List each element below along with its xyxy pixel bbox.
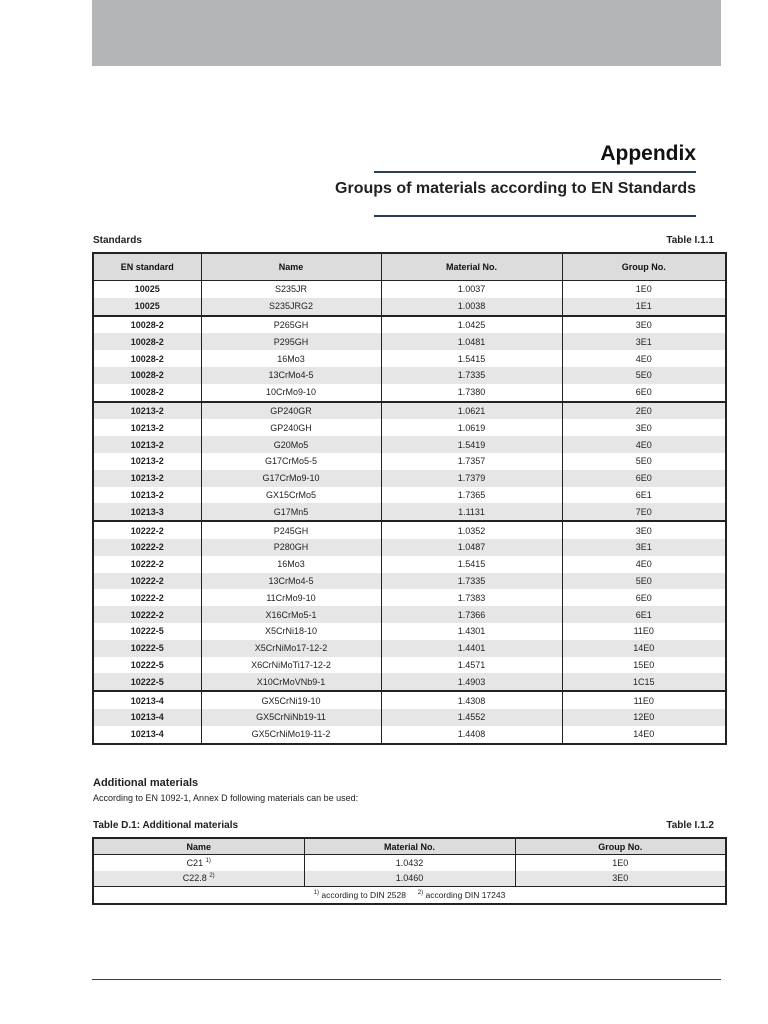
name-cell: P295GH: [201, 333, 381, 350]
material-cell: 1.7380: [381, 384, 562, 402]
name-cell: X5CrNiMo17-12-2: [201, 640, 381, 657]
table-header-row: [93, 838, 726, 855]
table-row: [93, 691, 726, 709]
additional-text: According to EN 1092-1, Annex D following materials can be used:: [93, 793, 359, 803]
column-header: Group No.: [515, 838, 726, 855]
standards-table-number: Table I.1.1: [666, 235, 714, 246]
group-cell: 1C15: [562, 673, 726, 691]
name-cell: GX5CrNiNb19-11: [201, 709, 381, 726]
table-row: [93, 503, 726, 521]
name-cell: GP240GR: [201, 402, 381, 420]
title-rule-top: [374, 171, 696, 173]
en-standard-cell: 10028-2: [93, 316, 201, 334]
additional-caption: Table D.1: Additional materials: [93, 820, 239, 831]
en-standard-cell: 10025: [93, 298, 201, 316]
table-row: [93, 657, 726, 674]
en-standard-cell: 10028-2: [93, 333, 201, 350]
table-row: [93, 871, 726, 887]
en-standard-cell: 10222-2: [130, 592, 164, 603]
group-cell: 4E0: [562, 350, 726, 367]
name-cell: X16CrMo5-1: [201, 606, 381, 623]
page-subtitle: Groups of materials according to EN Standards: [335, 180, 696, 197]
material-cell: 1.0621: [381, 402, 562, 420]
en-standard-cell: 10213-4: [93, 709, 201, 726]
group-cell: 6E0: [562, 470, 726, 487]
table-row: [93, 606, 726, 623]
name-cell: S235JRG2: [201, 298, 381, 316]
material-cell: 1.7366: [381, 606, 562, 623]
table-row: [93, 367, 726, 384]
group-cell: 2E0: [562, 402, 726, 420]
standards-table: [92, 252, 727, 745]
material-cell: 1.4903: [381, 673, 562, 691]
table-row: [93, 384, 726, 402]
additional-caption-row: [93, 820, 714, 831]
group-cell: 3E0: [515, 871, 726, 887]
table-row: [93, 521, 726, 539]
en-standard-cell: 10213-2: [130, 422, 164, 433]
title-rule-bottom: [374, 215, 696, 217]
en-standard-cell: 10213-2: [130, 489, 164, 500]
material-cell: 1.0432: [304, 855, 515, 871]
material-cell: 1.7365: [381, 487, 562, 504]
column-header: Name: [93, 838, 304, 855]
name-cell: 13CrMo4-5: [201, 367, 381, 384]
material-cell: 1.0619: [381, 419, 562, 436]
name-cell: X10CrMoVNb9-1: [201, 673, 381, 691]
name-cell: X5CrNi18-10: [201, 623, 381, 640]
en-standard-cell: 10025: [134, 284, 160, 295]
group-cell: 1E1: [562, 298, 726, 316]
name-cell: 11CrMo9-10: [201, 589, 381, 606]
material-cell: 1.4401: [381, 640, 562, 657]
material-cell: 1.1131: [381, 503, 562, 521]
group-cell: 12E0: [562, 709, 726, 726]
additional-heading: Additional materials: [93, 777, 199, 789]
material-cell: 1.5415: [381, 350, 562, 367]
material-cell: 1.0425: [381, 316, 562, 334]
material-cell: 1.0037: [381, 281, 562, 298]
table-row: [93, 673, 726, 691]
group-cell: 1E0: [515, 855, 726, 871]
material-cell: 1.7335: [381, 573, 562, 590]
material-cell: 1.7383: [381, 589, 562, 606]
material-cell: 1.7357: [381, 453, 562, 470]
material-cell: 1.0460: [304, 871, 515, 887]
standards-caption-row: [93, 235, 714, 246]
table-row: [93, 640, 726, 657]
group-cell: 15E0: [562, 657, 726, 674]
table-row: [93, 298, 726, 316]
column-header: Material No.: [304, 838, 515, 855]
material-cell: 1.4552: [381, 709, 562, 726]
en-standard-cell: 10028-2: [130, 387, 164, 398]
table-row: [93, 539, 726, 556]
table-row: [93, 589, 726, 606]
group-cell: 3E0: [562, 316, 726, 334]
en-standard-cell: 10222-2: [93, 606, 201, 623]
group-cell: 4E0: [562, 436, 726, 453]
table-row: [93, 855, 726, 871]
table-row: [93, 436, 726, 453]
group-cell: 7E0: [562, 503, 726, 521]
en-standard-cell: 10213-2: [93, 402, 201, 420]
name-cell: GX5CrNiMo19-11-2: [201, 726, 381, 744]
en-standard-cell: 10028-2: [130, 353, 164, 364]
name-cell: P245GH: [201, 521, 381, 539]
en-standard-cell: 10222-5: [93, 673, 201, 691]
en-standard-cell: 10213-4: [130, 729, 164, 740]
group-cell: 3E0: [562, 419, 726, 436]
en-standard-cell: 10028-2: [93, 367, 201, 384]
name-cell: C21 $^{1)}$: [186, 857, 211, 868]
group-cell: 5E0: [562, 453, 726, 470]
name-cell: GP240GH: [201, 419, 381, 436]
additional-table-number: Table I.1.2: [666, 820, 714, 831]
en-standard-cell: 10222-2: [130, 559, 164, 570]
group-cell: 6E1: [562, 487, 726, 504]
footnote: $^{1)}$ according to DIN 2528 $^{2)}$ according DIN 17243: [93, 887, 726, 904]
material-cell: 1.0352: [381, 521, 562, 539]
name-cell: P280GH: [201, 539, 381, 556]
page-title: Appendix: [600, 142, 696, 165]
standards-table-body: [93, 281, 726, 744]
name-cell: P265GH: [201, 316, 381, 334]
table-row: [93, 333, 726, 350]
table-row: [93, 573, 726, 590]
group-cell: 14E0: [562, 640, 726, 657]
group-cell: 3E0: [562, 521, 726, 539]
name-cell: X6CrNiMoTi17-12-2: [201, 657, 381, 674]
table-row: [93, 726, 726, 744]
name-cell: G17Mn5: [201, 503, 381, 521]
material-cell: 1.4301: [381, 623, 562, 640]
name-cell: 16Mo3: [201, 556, 381, 573]
name-cell: S235JR: [201, 281, 381, 298]
group-cell: 6E1: [562, 606, 726, 623]
table-row: [93, 709, 726, 726]
table-row: [93, 419, 726, 436]
name-cell: G17CrMo9-10: [201, 470, 381, 487]
table-row: [93, 281, 726, 298]
group-cell: 4E0: [562, 556, 726, 573]
en-standard-cell: 10213-2: [93, 436, 201, 453]
material-cell: 1.5415: [381, 556, 562, 573]
additional-table: [92, 837, 727, 905]
name-cell: G17CrMo5-5: [201, 453, 381, 470]
material-cell: 1.7335: [381, 367, 562, 384]
name-cell: 13CrMo4-5: [201, 573, 381, 590]
material-cell: 1.4571: [381, 657, 562, 674]
table-header-row: [93, 253, 726, 281]
table-row: [93, 350, 726, 367]
name-cell: GX5CrNi19-10: [201, 691, 381, 709]
material-cell: 1.4408: [381, 726, 562, 744]
table-row: [93, 470, 726, 487]
material-cell: 1.0481: [381, 333, 562, 350]
material-cell: 1.5419: [381, 436, 562, 453]
group-cell: 11E0: [562, 623, 726, 640]
en-standard-cell: 10222-2: [93, 521, 201, 539]
en-standard-cell: 10222-2: [93, 573, 201, 590]
group-cell: 5E0: [562, 573, 726, 590]
group-cell: 11E0: [562, 691, 726, 709]
group-cell: 14E0: [562, 726, 726, 744]
material-cell: 1.0487: [381, 539, 562, 556]
name-cell: 16Mo3: [201, 350, 381, 367]
en-standard-cell: 10222-5: [93, 640, 201, 657]
table-row: [93, 556, 726, 573]
column-header: Group No.: [562, 253, 726, 281]
group-cell: 1E0: [562, 281, 726, 298]
en-standard-cell: 10222-2: [93, 539, 201, 556]
en-standard-cell: 10213-2: [93, 470, 201, 487]
group-cell: 3E1: [562, 333, 726, 350]
en-standard-cell: 10213-4: [93, 691, 201, 709]
column-header: EN standard: [93, 253, 201, 281]
name-cell: 10CrMo9-10: [201, 384, 381, 402]
group-cell: 6E0: [562, 589, 726, 606]
en-standard-cell: 10213-2: [130, 456, 164, 467]
group-cell: 5E0: [562, 367, 726, 384]
en-standard-cell: 10222-5: [130, 659, 164, 670]
name-cell: GX15CrMo5: [201, 487, 381, 504]
material-cell: 1.7379: [381, 470, 562, 487]
table-row: [93, 487, 726, 504]
material-cell: 1.0038: [381, 298, 562, 316]
table-row: [93, 316, 726, 334]
group-cell: 6E0: [562, 384, 726, 402]
standards-caption: Standards: [93, 235, 142, 246]
en-standard-cell: 10213-3: [93, 503, 201, 521]
column-header: Material No.: [381, 253, 562, 281]
table-row: [93, 402, 726, 420]
column-header: Name: [201, 253, 381, 281]
header-band: [92, 0, 721, 66]
table-row: [93, 453, 726, 470]
en-standard-cell: 10222-5: [130, 626, 164, 637]
footnote-row: [93, 887, 726, 904]
group-cell: 3E1: [562, 539, 726, 556]
name-cell: C22.8 $^{2)}$: [93, 871, 304, 887]
material-cell: 1.4308: [381, 691, 562, 709]
footer-rule: [92, 979, 721, 980]
name-cell: G20Mo5: [201, 436, 381, 453]
table-row: [93, 623, 726, 640]
